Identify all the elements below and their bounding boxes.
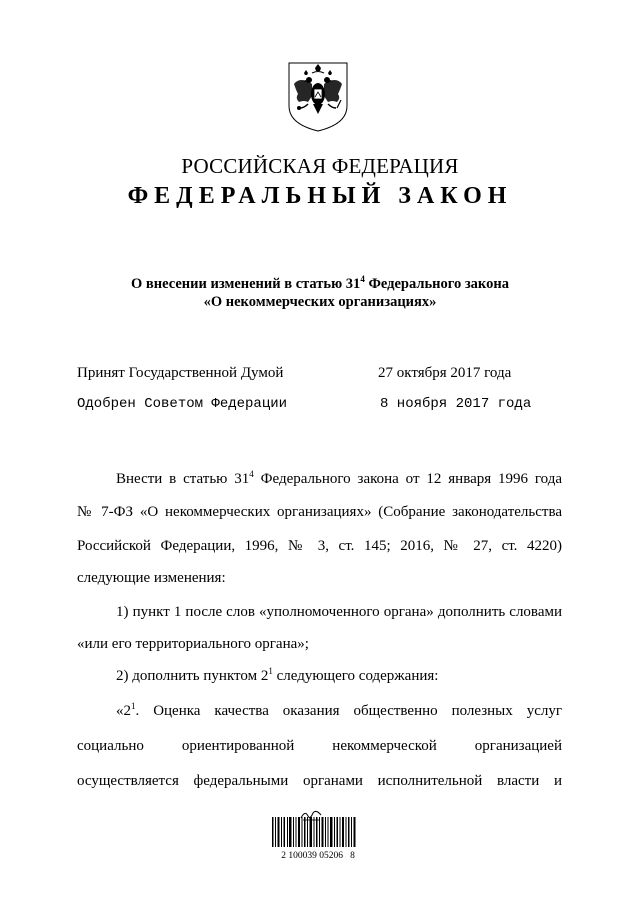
paragraph-line: Российской Федерации, 1996, № 3, ст. 145; 2016, № 27, ст. 4220): [77, 538, 562, 554]
approved-date: 8 ноября 2017 года: [380, 396, 532, 412]
quoted-clause-line: «$2^1$. Оценка качества оказания общественно полезных услуг: [116, 701, 562, 719]
adopted-label: Принят Государственной Думой: [77, 365, 284, 381]
document-type: ФЕДЕРАЛЬНЫЙ ЗАКОН: [127, 183, 513, 209]
paragraph-line: следующие изменения:: [77, 570, 226, 586]
country-name: РОССИЙСКАЯ ФЕДЕРАЦИЯ: [181, 154, 459, 178]
barcode-icon: [272, 817, 356, 847]
law-title-line-1: О внесении изменений в статью $31^4$ Федерального закона: [131, 274, 509, 292]
quoted-clause-line: социально ориентированной некоммерческой организацией: [77, 738, 562, 754]
law-title-line-2: «О некоммерческих организациях»: [203, 294, 437, 310]
amendment-item-1: 1) пункт 1 после слов «уполномоченного органа» дополнить словами: [116, 604, 562, 620]
barcode-number: 2 100039 05206 8: [281, 851, 355, 861]
quoted-clause-line: осуществляется федеральными органами исполнительной власти и: [77, 773, 562, 789]
amendment-item-1-cont: «или его территориального органа»;: [77, 636, 309, 652]
amendment-item-2: 2) дополнить пунктом $2^1$ следующего содержания:: [116, 666, 439, 684]
adopted-date: 27 октября 2017 года: [378, 365, 512, 381]
coat-of-arms-icon: [286, 60, 350, 134]
approved-label: Одобрен Советом Федерации: [77, 396, 288, 412]
paragraph-line: Внести в статью $31^4$ Федерального закона от 12 января 1996 года: [116, 469, 563, 487]
paragraph-line: № 7-ФЗ «О некоммерческих организациях» (Собрание законодательства: [77, 504, 562, 520]
